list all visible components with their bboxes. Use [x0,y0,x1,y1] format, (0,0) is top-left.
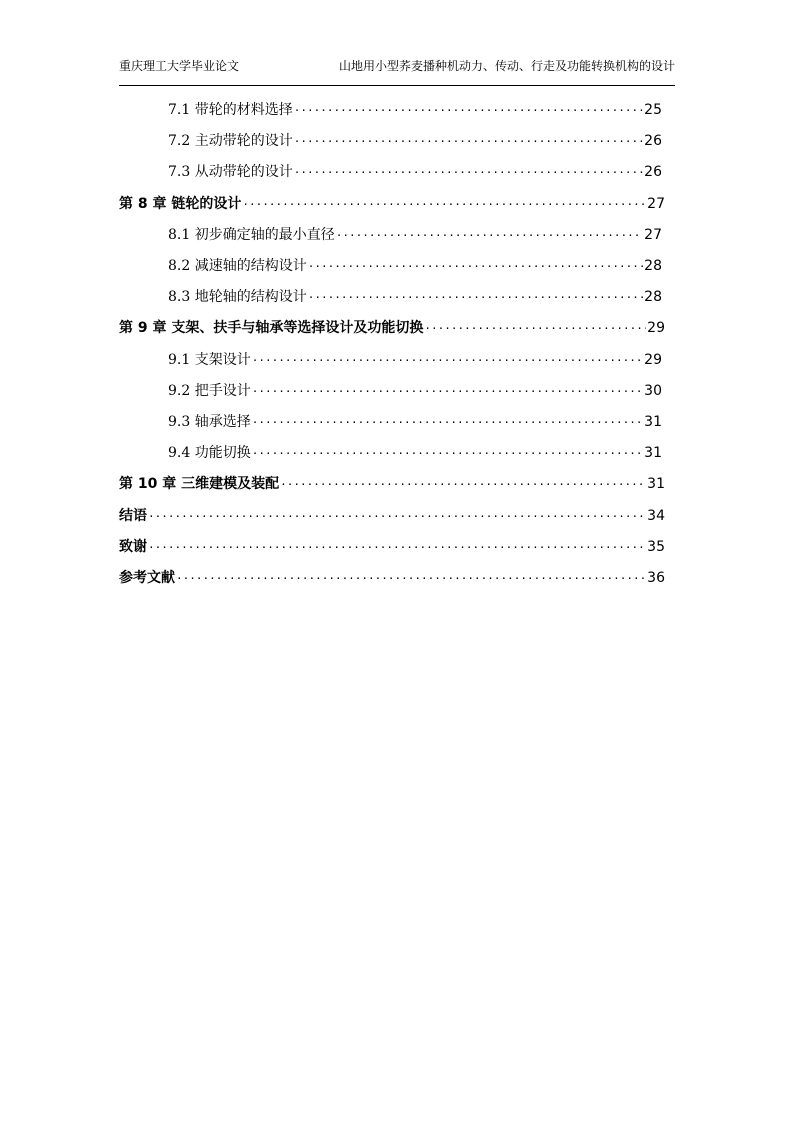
toc-dot-leader [336,225,643,246]
toc-chapter-entry[interactable] [119,193,665,215]
toc-page-number: 27 [647,196,665,212]
toc-dot-leader [148,506,646,527]
toc-section-entry[interactable] [168,224,662,246]
toc-page-number: 29 [647,320,665,336]
toc-chapter-entry[interactable] [119,505,665,527]
toc-entry-title: 9.4 功能切换 [168,445,251,461]
toc-dot-leader [252,381,643,402]
header-thesis-title: 山地用小型荞麦播种机动力、传动、行走及功能转换机构的设计 [338,59,675,73]
toc-dot-leader [294,162,643,183]
toc-section-entry[interactable] [168,411,662,433]
toc-page-number: 31 [647,476,665,492]
toc-page-number: 34 [647,508,665,524]
toc-page-number: 29 [644,352,662,368]
toc-entry-title: 7.2 主动带轮的设计 [168,133,293,149]
toc-dot-leader [176,568,646,589]
toc-dot-leader [148,537,646,558]
toc-chapter-entry[interactable] [119,473,665,495]
toc-page-number: 30 [644,383,662,399]
toc-section-entry[interactable] [168,161,662,183]
toc-dot-leader [294,131,643,152]
toc-section-entry[interactable] [168,130,662,152]
toc-entry-title: 第 8 章 链轮的设计 [119,196,242,212]
toc-entry-title: 7.1 带轮的材料选择 [168,102,293,118]
toc-entry-title: 参考文献 [119,570,175,586]
toc-section-entry[interactable] [168,286,662,308]
toc-page-number: 25 [644,102,662,118]
toc-dot-leader [424,318,646,339]
toc-entry-title: 致谢 [119,539,147,555]
toc-chapter-entry[interactable] [119,567,665,589]
toc-page-number: 35 [647,539,665,555]
toc-dot-leader [252,412,643,433]
toc-page-number: 28 [644,258,662,274]
toc-page-number: 36 [647,570,665,586]
toc-chapter-entry[interactable] [119,317,665,339]
toc-dot-leader [308,256,643,277]
toc-section-entry[interactable] [168,349,662,371]
toc-dot-leader [242,194,646,215]
toc-page-number: 31 [644,445,662,461]
toc-dot-leader [252,443,643,464]
toc-section-entry[interactable] [168,255,662,277]
toc-entry-title: 第 9 章 支架、扶手与轴承等选择设计及功能切换 [119,320,424,336]
toc-chapter-entry[interactable] [119,536,665,558]
toc-dot-leader [308,287,643,308]
toc-section-entry[interactable] [168,442,662,464]
toc-entry-title: 第 10 章 三维建模及装配 [119,476,280,492]
header-thesis-source: 重庆理工大学毕业论文 [119,59,240,73]
toc-entry-title: 8.1 初步确定轴的最小直径 [168,227,335,243]
page-header [119,58,675,80]
toc-section-entry[interactable] [168,99,662,121]
toc-entry-title: 7.3 从动带轮的设计 [168,164,293,180]
toc-page-number: 31 [644,414,662,430]
toc-page-number: 27 [644,227,662,243]
toc-entry-title: 9.1 支架设计 [168,352,251,368]
header-divider [119,85,675,86]
toc-dot-leader [280,474,646,495]
toc-dot-leader [294,100,643,121]
toc-page-number: 26 [644,133,662,149]
toc-entry-title: 8.2 减速轴的结构设计 [168,258,307,274]
toc-entry-title: 9.2 把手设计 [168,383,251,399]
toc-section-entry[interactable] [168,380,662,402]
toc-entry-title: 9.3 轴承选择 [168,414,251,430]
toc-dot-leader [252,350,643,371]
toc-page-number: 26 [644,164,662,180]
toc-entry-title: 8.3 地轮轴的结构设计 [168,289,307,305]
toc-entry-title: 结语 [119,508,147,524]
toc-page-number: 28 [644,289,662,305]
